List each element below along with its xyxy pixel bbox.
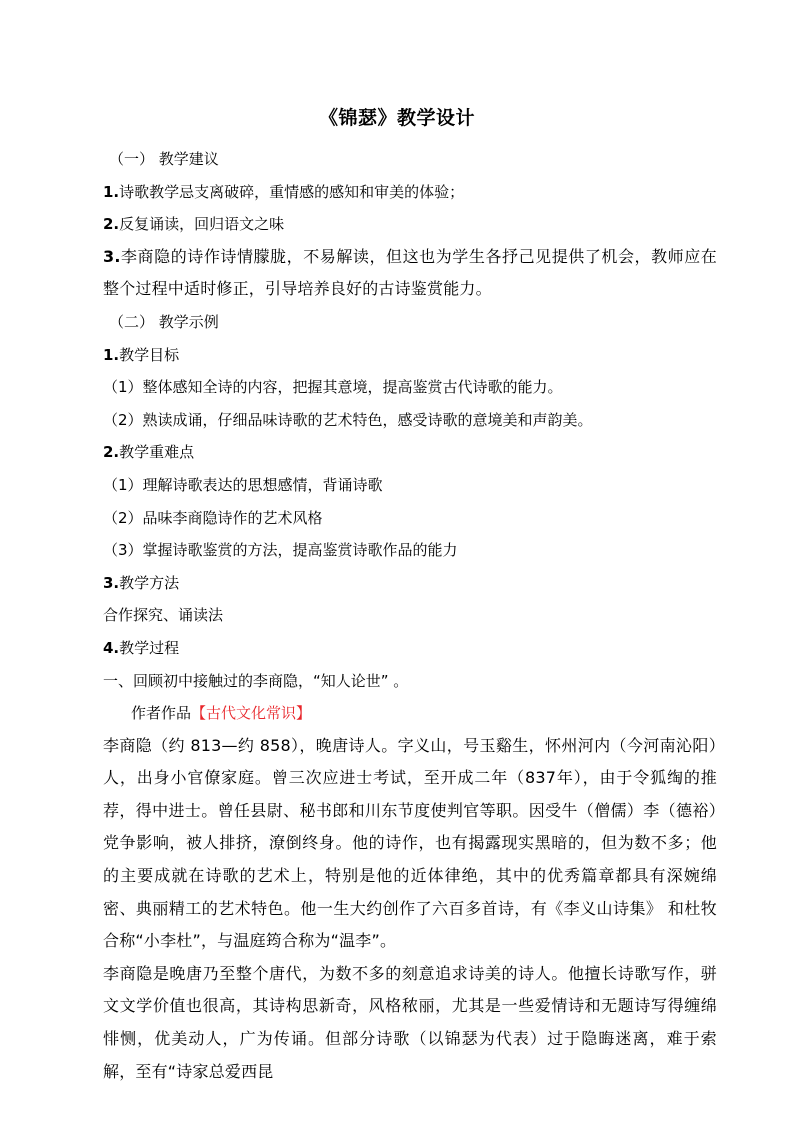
section-heading-example: （二） 教学示例 — [109, 312, 219, 331]
goal-item-2: （2）熟读成诵，仔细品味诗歌的艺术特色，感受诗歌的意境美和声韵美。 — [103, 410, 593, 429]
key-item-1: （1）理解诗歌表达的思想感情，背诵诗歌 — [103, 475, 383, 494]
item-number: 4. — [103, 638, 120, 657]
key-heading — [103, 436, 717, 469]
method-heading — [103, 567, 717, 600]
item-text: 李商隐的诗作诗情朦胧，不易解读，但这也为学生各抒己见提供了机会，教师应在整个过程中适时修正，引导培养良好的古诗鉴赏能力。 — [103, 246, 717, 299]
suggestion-item-2 — [103, 208, 717, 241]
item-number: 1. — [103, 182, 120, 201]
author-works-heading — [103, 697, 717, 730]
goal-item-1: （1）整体感知全诗的内容，把握其意境，提高鉴赏古代诗歌的能力。 — [103, 378, 563, 397]
author-paragraph-1 — [103, 730, 717, 958]
document-title: 《锦瑟》教学设计 — [318, 107, 475, 129]
suggestion-item-3 — [103, 241, 717, 306]
key-heading-text: 教学重难点 — [119, 443, 195, 462]
item-number: 3. — [103, 573, 120, 592]
key-item-3: （3）掌握诗歌鉴赏的方法，提高鉴赏诗歌作品的能力 — [103, 541, 458, 560]
suggestion-item-1 — [103, 176, 717, 209]
goal-heading-text: 教学目标 — [119, 345, 180, 364]
goal-heading — [103, 339, 717, 372]
item-text: 诗歌教学忌支离破碎，重情感的感知和审美的体验； — [119, 182, 465, 201]
item-number: 2. — [103, 443, 120, 462]
process-heading-text: 教学过程 — [119, 638, 180, 657]
item-text: 反复诵读，回归语文之味 — [119, 215, 285, 234]
process-step-1: 一、回顾初中接触过的李商隐，“知人论世” 。 — [103, 671, 409, 690]
item-number: 1. — [103, 345, 120, 364]
process-heading — [103, 632, 717, 665]
section-heading-suggestions: （一） 教学建议 — [109, 150, 219, 168]
author-paragraph-1-text: 李商隐（约 813—约 858），晚唐诗人。字义山，号玉谿生，怀州河内（今河南沁阳）人，出身小官僚家庭。曾三次应进士考试，至开成二年（837年），由于令狐绹的推荐，得中进士。曾任县尉、秘书郎和川东节度使判官等职。因受牛（僧儒）李（德裕）党争影响，被人排挤，潦倒终身。他的诗作，也有揭露现实黑暗的，但为数不多；他的主要成就在诗歌的艺术上，特别是他的近体律绝，其中的优秀篇章都具有深婉绵密、典丽精工的艺术特色。他一生大约创作了六百多首诗，有《李义山诗集》 和杜牧合称“小李杜”，与温庭筠合称为“温李”。 — [103, 735, 717, 951]
method-heading-text: 教学方法 — [119, 573, 180, 592]
author-works-label: 作者作品 — [131, 704, 192, 723]
item-number: 3. — [103, 246, 121, 266]
key-item-2: （2）品味李商隐诗作的艺术风格 — [103, 508, 323, 527]
culture-tag: 【古代文化常识】 — [191, 704, 312, 723]
author-paragraph-2 — [103, 958, 717, 1088]
document-body — [103, 143, 717, 1088]
method-text: 合作探究、诵读法 — [103, 606, 224, 625]
item-number: 2. — [103, 215, 120, 234]
author-paragraph-2-text: 李商隐是晚唐乃至整个唐代，为数不多的刻意追求诗美的诗人。他擅长诗歌写作，骈文文学价值也很高，其诗构思新奇，风格秾丽，尤其是一些爱情诗和无题诗写得缠绵悱恻，优美动人，广为传诵。但部分诗歌（以锦瑟为代表）过于隐晦迷离，难于索解，至有“诗家总爱西昆 — [103, 963, 717, 1081]
